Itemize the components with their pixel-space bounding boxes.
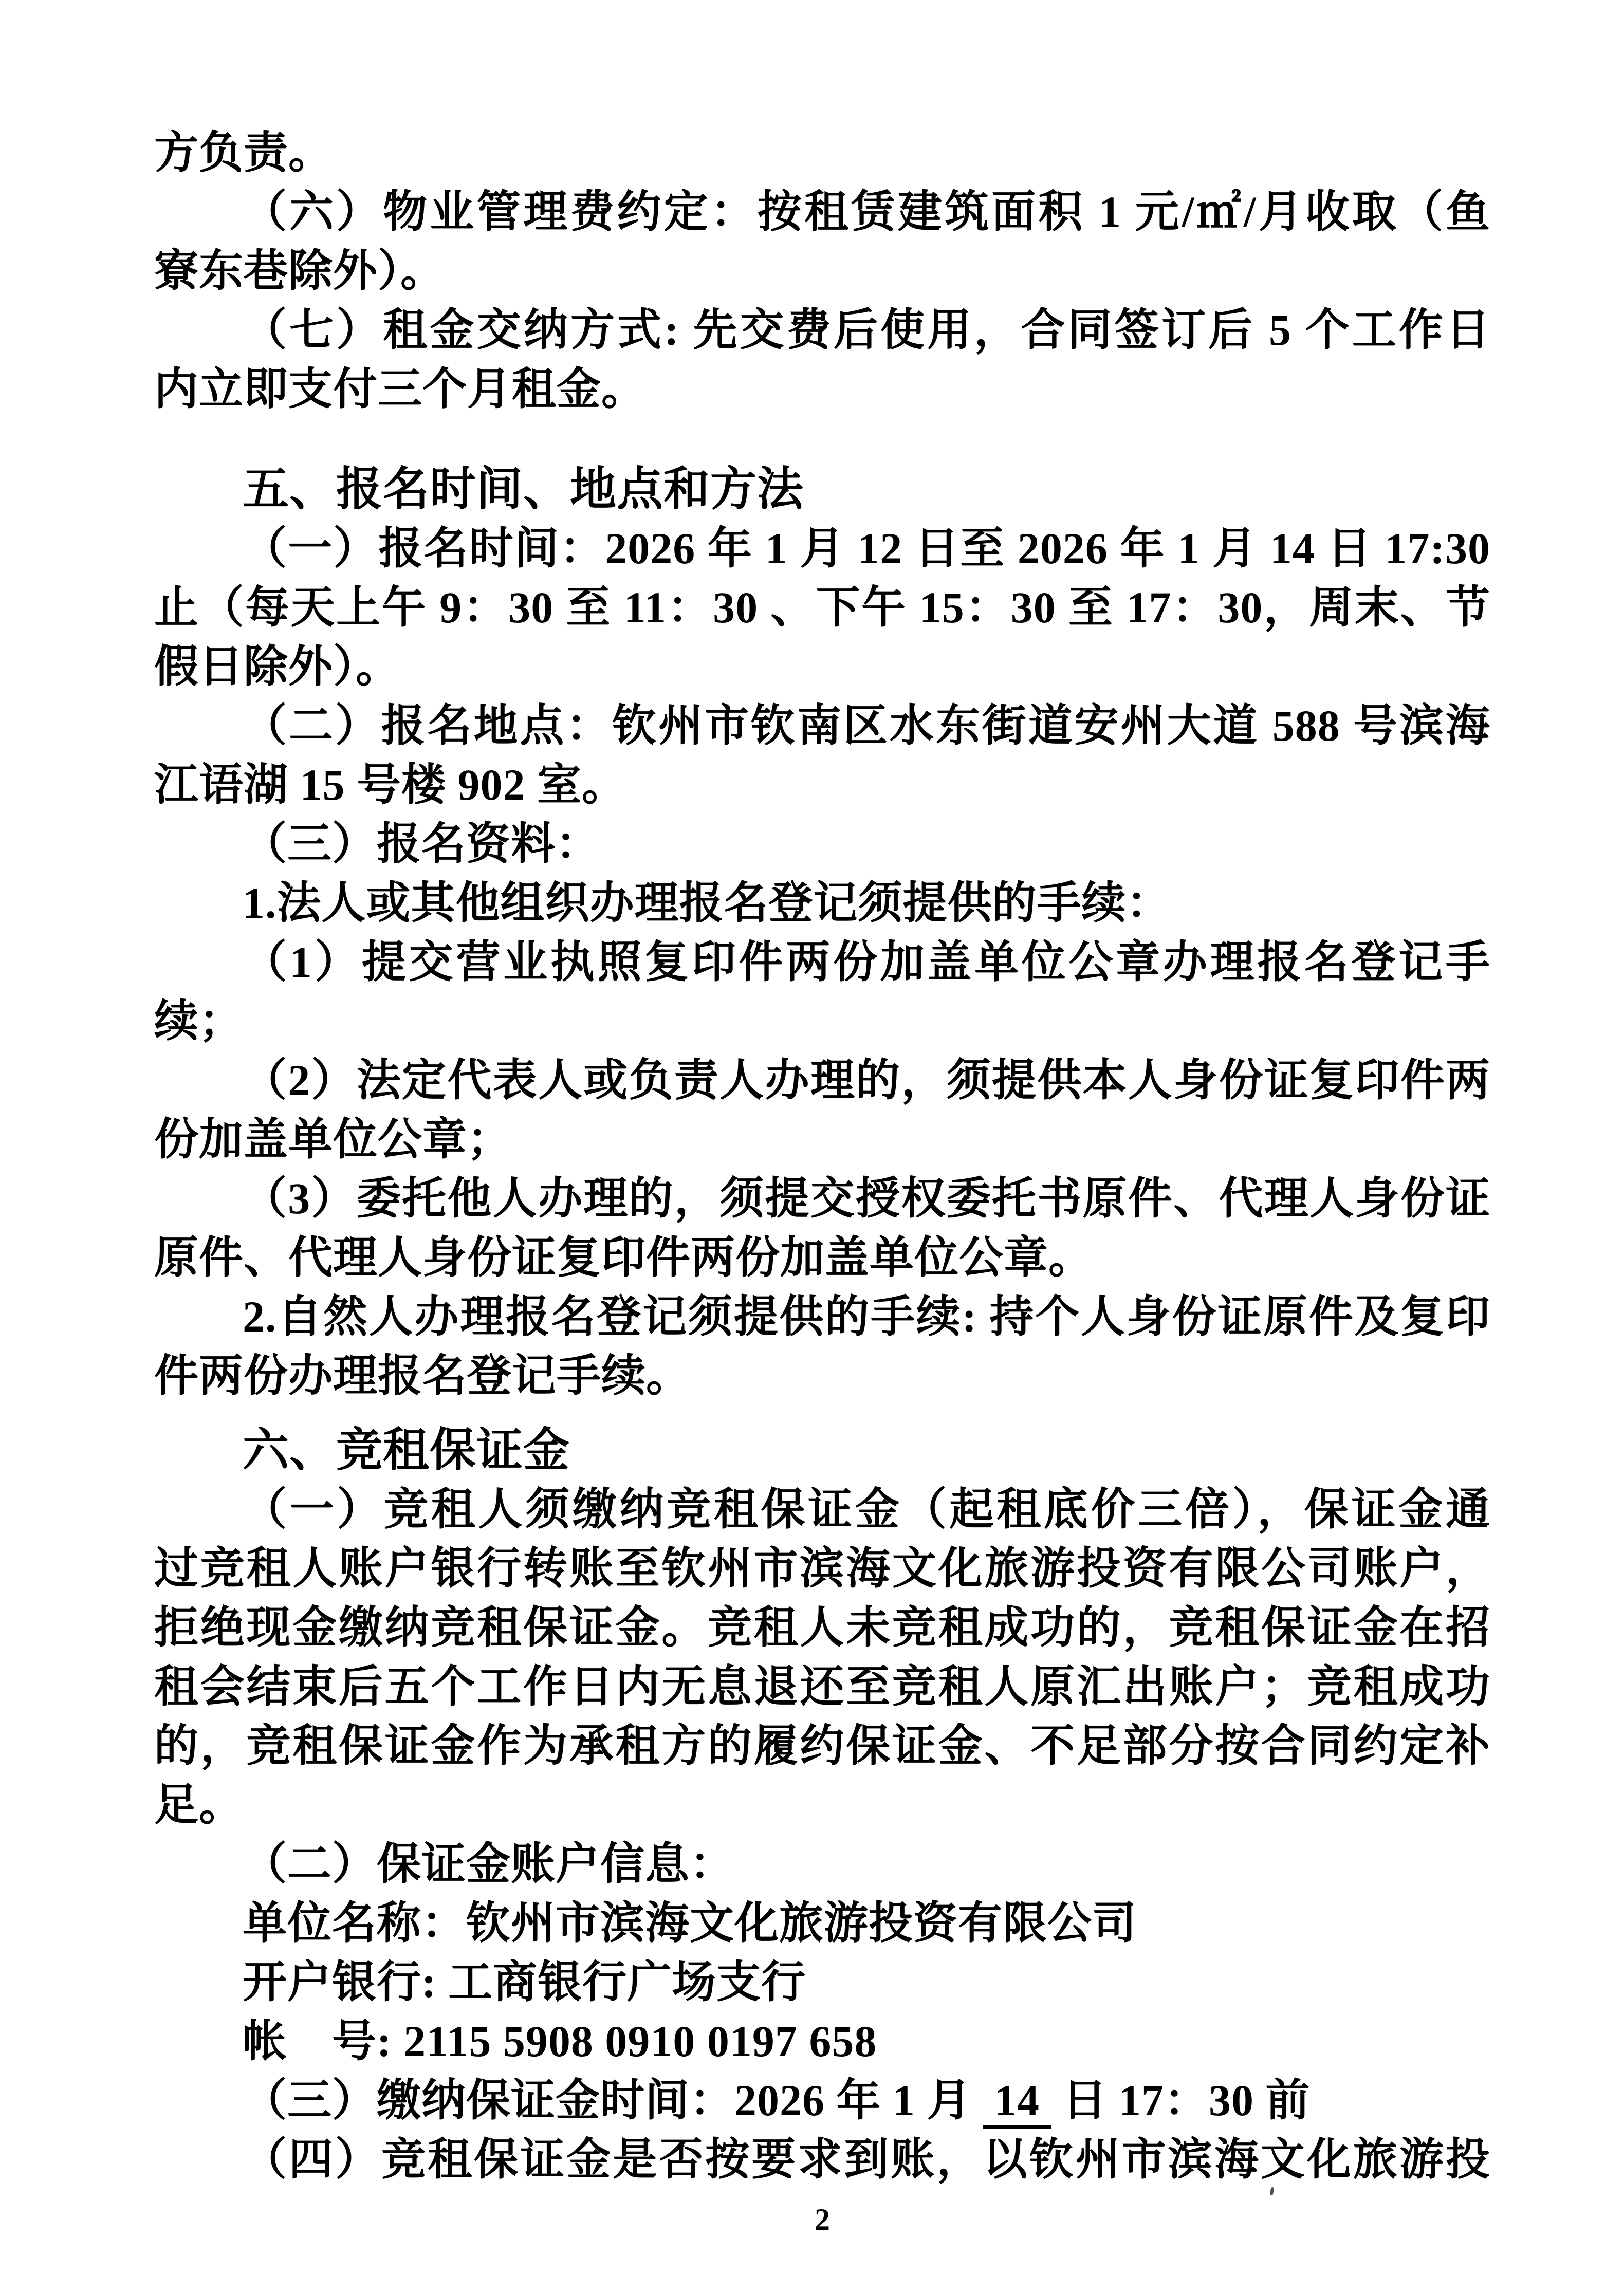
doc-line-28: 足。 (154, 1780, 244, 1829)
underlined-date-14: 14 (983, 2076, 1051, 2129)
deposit-time-prefix: （三）缴纳保证金时间：2026 年 1 月 (243, 2076, 972, 2125)
doc-line-31: 开户银行: 工商银行广场支行 (243, 1957, 806, 2007)
section-heading-5-signup: 五、报名时间、地点和方法 (243, 464, 804, 515)
doc-line-26: 租会结束后五个工作日内无息退还至竞租人原汇出账户；竞租成功 (154, 1662, 1490, 1711)
doc-line-13: 1.法人或其他组织办理报名登记须提供的手续： (243, 878, 1171, 928)
doc-line-27: 的，竞租保证金作为承租方的履约保证金、不足部分按合同约定补 (154, 1721, 1490, 1770)
doc-line-16: （2）法定代表人或负责人办理的，须提供本人身份证复印件两 (243, 1056, 1490, 1105)
doc-line-17: 份加盖单位公章； (154, 1115, 512, 1164)
page-number: 2 (815, 2203, 830, 2236)
doc-line-21: 件两份办理报名登记手续。 (154, 1351, 691, 1400)
doc-line-34: （四）竞租保证金是否按要求到账，以钦州市滨海文化旅游投 (243, 2135, 1490, 2184)
doc-line-07: （一）报名时间：2026 年 1 月 12 日至 2026 年 1 月 14 日 17:30 (243, 524, 1490, 573)
doc-line-30: 单位名称：钦州市滨海文化旅游投资有限公司 (243, 1898, 1137, 1948)
doc-line-02: （六）物业管理费约定：按租赁建筑面积 1 元/㎡/月收取（鱼 (243, 187, 1490, 236)
doc-line-32: 帐 号: 2115 5908 0910 0197 658 (243, 2017, 877, 2066)
doc-line-25: 拒绝现金缴纳竞租保证金。竞租人未竞租成功的，竞租保证金在招 (154, 1603, 1490, 1652)
doc-line-01: 方负责。 (154, 128, 333, 177)
doc-line-03: 寮东巷除外）。 (154, 246, 445, 295)
doc-line-12: （三）报名资料： (243, 819, 600, 868)
doc-line-20: 2.自然人办理报名登记须提供的手续: 持个人身份证原件及复印 (243, 1292, 1490, 1341)
doc-line-05: 内立即支付三个月租金。 (154, 364, 646, 414)
doc-line-29: （二）保证金账户信息： (243, 1839, 734, 1889)
section-heading-6-deposit: 六、竞租保证金 (243, 1425, 570, 1476)
doc-line-18: （3）委托他人办理的，须提交授权委托书原件、代理人身份证 (243, 1174, 1490, 1223)
doc-line-15: 续； (154, 996, 244, 1046)
doc-line-04: （七）租金交纳方式: 先交费后使用，合同签订后 5 个工作日 (243, 305, 1490, 355)
doc-line-33-deposit-time (154, 2071, 1490, 2130)
doc-line-09: 假日除外）。 (154, 642, 400, 691)
doc-line-08: 止（每天上午 9：30 至 11：30 、下午 15：30 至 17：30，周末、节 (154, 583, 1490, 632)
deposit-time-suffix: 日 17：30 前 (1062, 2076, 1311, 2125)
doc-line-14: （1）提交营业执照复印件两份加盖单位公章办理报名登记手 (243, 937, 1490, 987)
doc-line-19: 原件、代理人身份证复印件两份加盖单位公章。 (154, 1233, 1093, 1282)
doc-line-24: 过竞租人账户银行转账至钦州市滨海文化旅游投资有限公司账户， (154, 1544, 1490, 1593)
doc-line-10: （二）报名地点：钦州市钦南区水东街道安州大道 588 号滨海 (243, 701, 1490, 750)
doc-line-11: 江语湖 15 号楼 902 室。 (154, 760, 626, 809)
doc-line-23: （一）竞租人须缴纳竞租保证金（起租底价三倍），保证金通 (243, 1485, 1490, 1534)
